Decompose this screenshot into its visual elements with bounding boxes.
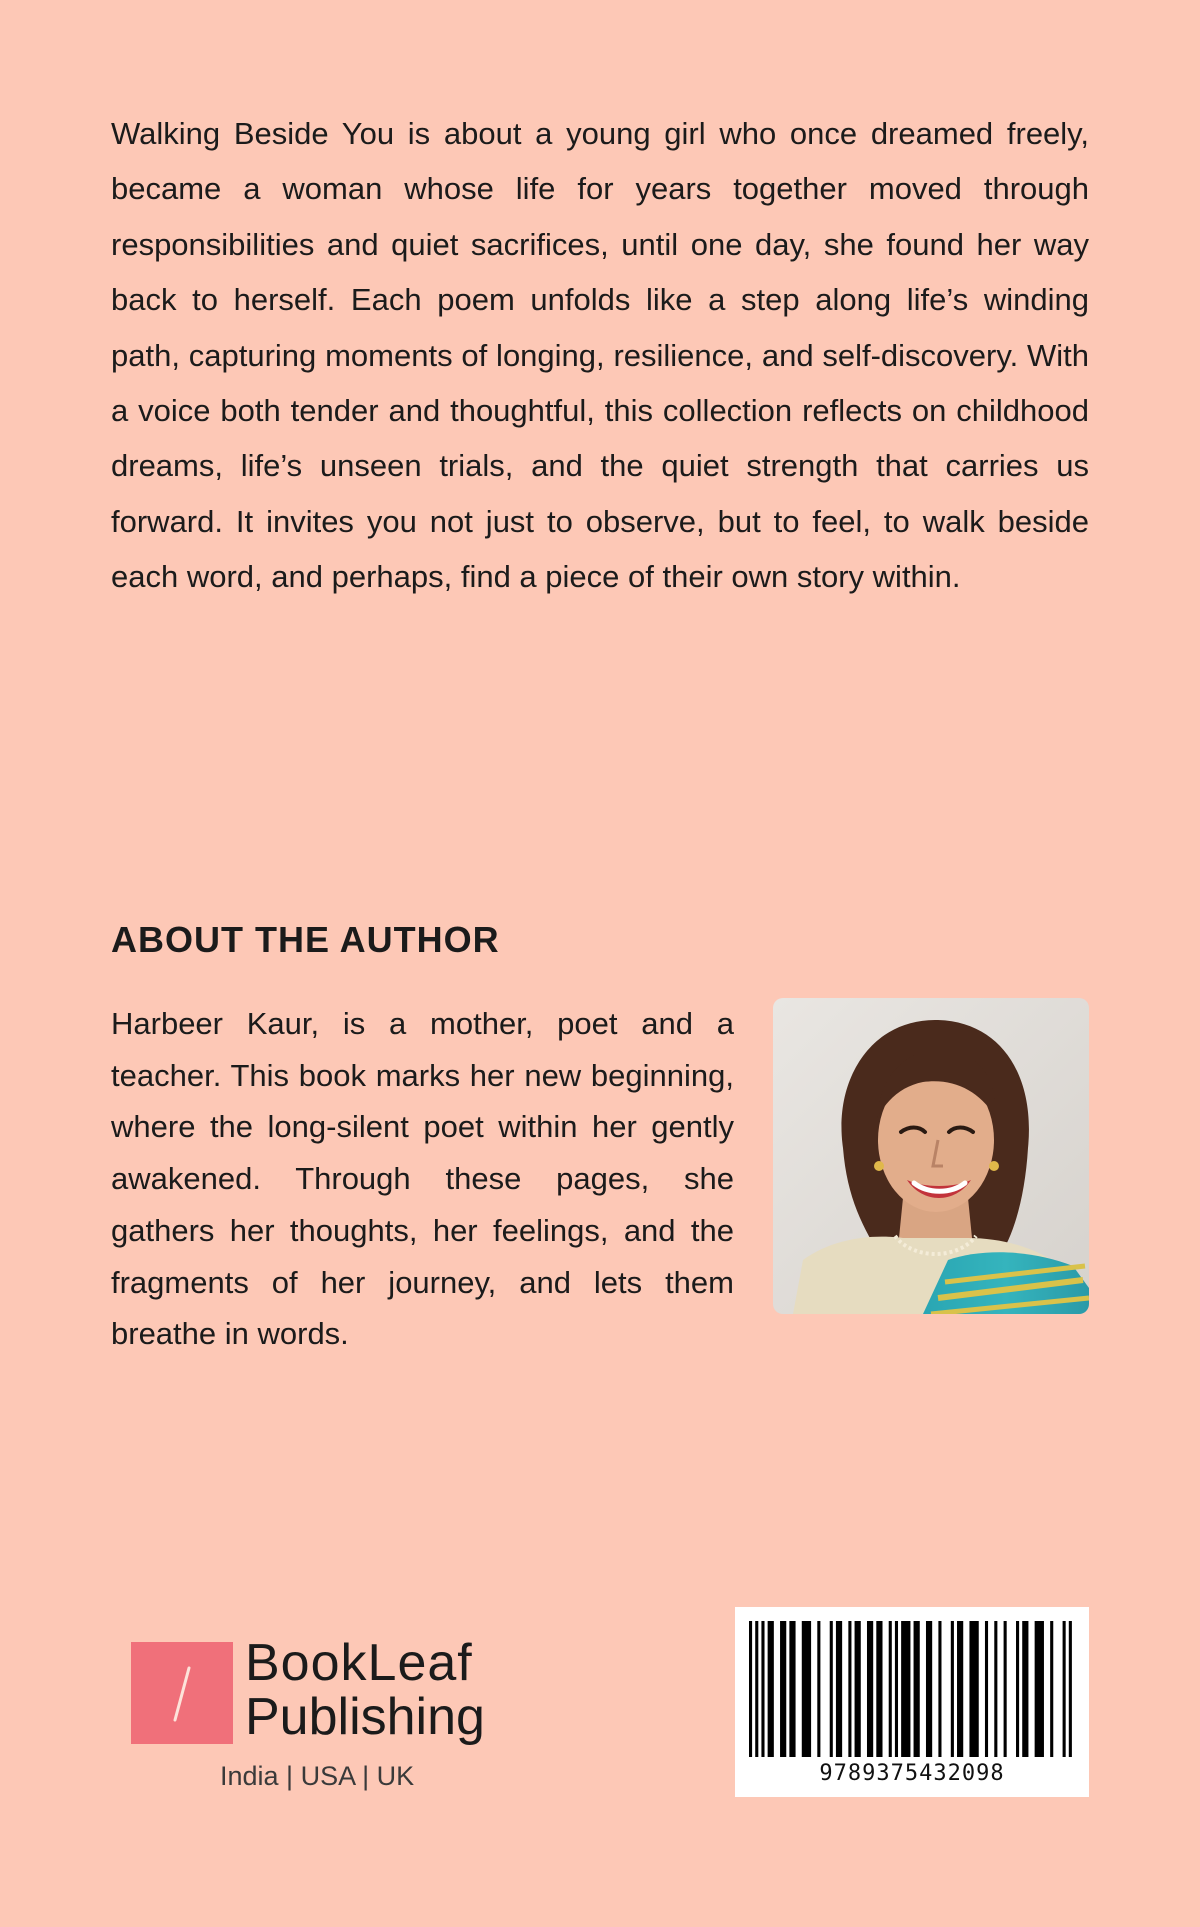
barcode-bar (914, 1621, 920, 1757)
barcode-bar (761, 1621, 764, 1757)
barcode-bar (817, 1621, 820, 1757)
barcode-bar (830, 1621, 833, 1757)
about-author-heading: ABOUT THE AUTHOR (111, 919, 500, 960)
barcode-bar (1004, 1621, 1007, 1757)
barcode-bar (994, 1621, 997, 1757)
barcode-bar (867, 1621, 873, 1757)
barcode-bar (836, 1621, 842, 1757)
barcode-bar (1050, 1621, 1053, 1757)
publisher-name: BookLeaf (245, 1634, 473, 1692)
author-photo (773, 998, 1089, 1314)
barcode-bar (802, 1621, 811, 1757)
barcode-bar (848, 1621, 851, 1757)
publisher-logo (131, 1636, 511, 1796)
barcode-bar (1035, 1621, 1044, 1757)
isbn-barcode (735, 1607, 1089, 1797)
barcode-bar (755, 1621, 758, 1757)
barcode-bar (749, 1621, 752, 1757)
barcode-bar (957, 1621, 963, 1757)
barcode-bar (855, 1621, 861, 1757)
publisher-subname: Publishing (245, 1688, 485, 1746)
barcode-bar (780, 1621, 786, 1757)
barcode-bar (768, 1621, 774, 1757)
author-bio: Harbeer Kaur, is a mother, poet and a teacher. This book marks her new beginning, where the long-silent poet within her gently awakened. Through these pages, she gathers her thoughts, her feelings, and the fragments of her journey, and lets them breathe in words. (111, 1006, 734, 1352)
barcode-bar (951, 1621, 954, 1757)
leaf-slash-icon (131, 1642, 233, 1744)
barcode-bar (938, 1621, 941, 1757)
barcode-bars-icon (749, 1621, 1075, 1757)
publisher-regions: India | USA | UK (220, 1761, 415, 1791)
barcode-bar (1069, 1621, 1072, 1757)
barcode-bar (985, 1621, 988, 1757)
barcode-bar (1022, 1621, 1028, 1757)
barcode-bar (1016, 1621, 1019, 1757)
barcode-bar (901, 1621, 910, 1757)
barcode-bar (969, 1621, 978, 1757)
barcode-bar (876, 1621, 882, 1757)
barcode-bar (1063, 1621, 1066, 1757)
isbn-number: 9789375432098 (819, 1761, 1005, 1786)
book-blurb: Walking Beside You is about a young girl who once dreamed freely, became a woman whose life for years together moved through responsibilities and quiet sacrifices, until one day, she found her way back to herself. Each poem unfolds like a step along life’s winding path, capturing moments of longing, resilience, and self-discovery. With a voice both tender and thoughtful, this collection reflects on childhood dreams, life’s unseen trials, and the quiet strength that carries us forward. It invites you not just to observe, but to feel, to walk beside each word, and perhaps, find a piece of their own story within. (111, 116, 1089, 595)
barcode-bar (895, 1621, 898, 1757)
barcode-bar (789, 1621, 795, 1757)
barcode-bar (926, 1621, 932, 1757)
barcode-bar (889, 1621, 892, 1757)
